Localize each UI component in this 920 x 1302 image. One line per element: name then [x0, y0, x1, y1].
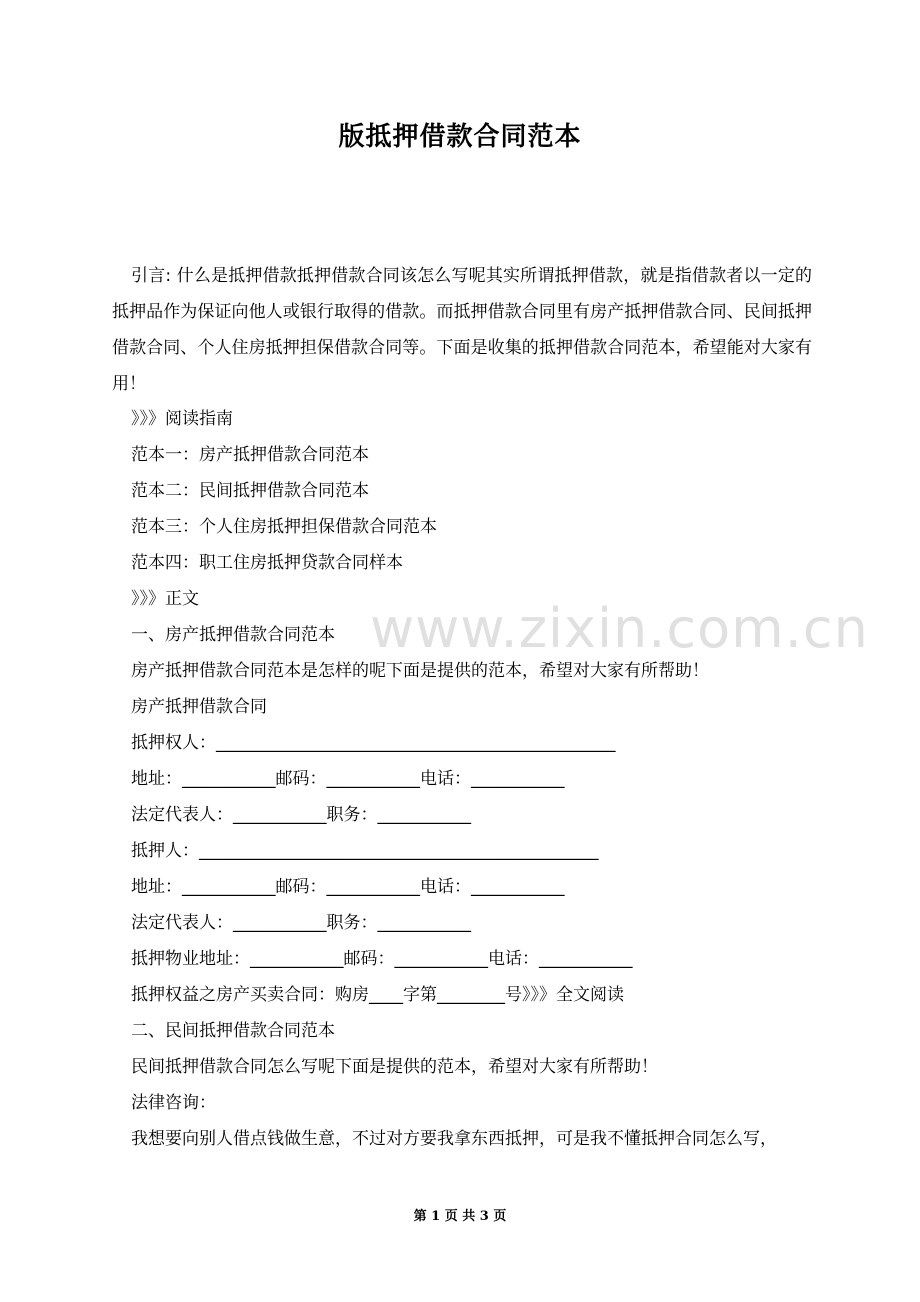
- page-title: 版抵押借款合同范本: [338, 122, 582, 152]
- form-line-representative: 法定代表人：___________职务：___________: [131, 805, 471, 825]
- form-line-address: 地址：___________邮码：___________电话：___________: [131, 877, 565, 897]
- form-line-address: 地址：___________邮码：___________电话：___________: [131, 769, 565, 789]
- legal-consultation-label: 法律咨询：: [131, 1093, 216, 1113]
- form-line-representative: 法定代表人：___________职务：___________: [131, 913, 471, 933]
- body-lines: [131, 401, 821, 1157]
- form-line-mortgagee: 抵押权人：_______________________________________________: [131, 733, 616, 753]
- form-line-mortgagor: 抵押人：_______________________________________________: [131, 841, 599, 861]
- guide-item-1: 范本一：房产抵押借款合同范本: [131, 445, 369, 465]
- form-line-property-address: 抵押物业地址：___________邮码：___________电话：___________: [131, 949, 633, 969]
- main-text-heading: 》》》正文: [131, 589, 199, 609]
- form-line-purchase-contract: 抵押权益之房产买卖合同：购房____字第________号》》》全文阅读: [131, 985, 624, 1005]
- section-heading-2: 二、民间抵押借款合同范本: [131, 1021, 335, 1041]
- contract-title: 房产抵押借款合同: [131, 697, 267, 717]
- watermark: www.zixin.com.cn: [370, 597, 869, 660]
- page-footer: 第 1 页 共 3 页: [413, 1209, 507, 1224]
- intro-paragraph: 引言: 什么是抵押借款抵押借款合同该怎么写呢其实所谓抵押借款，就是指借款者以一定的抵押品作为保证向他人或银行取得的借款。而抵押借款合同里有房产抵押借款合同、民间抵押借款合同、个人住房抵押担保借款合同等。下面是收集的抵押借款合同范本，希望能对大家有用！: [112, 266, 812, 394]
- guide-item-2: 范本二：民间抵押借款合同范本: [131, 481, 369, 501]
- guide-item-3: 范本三：个人住房抵押担保借款合同范本: [131, 517, 437, 537]
- guide-item-4: 范本四：职工住房抵押贷款合同样本: [131, 553, 403, 573]
- section-heading-1: 一、房产抵押借款合同范本: [131, 625, 335, 645]
- reading-guide-heading: 》》》阅读指南: [131, 409, 233, 429]
- text-line: 房产抵押借款合同范本是怎样的呢下面是提供的范本，希望对大家有所帮助！: [131, 661, 709, 681]
- text-line: 民间抵押借款合同怎么写呢下面是提供的范本，希望对大家有所帮助！: [131, 1057, 658, 1077]
- text-line: 我想要向别人借点钱做生意，不过对方要我拿东西抵押，可是我不懂抵押合同怎么写，: [131, 1129, 777, 1149]
